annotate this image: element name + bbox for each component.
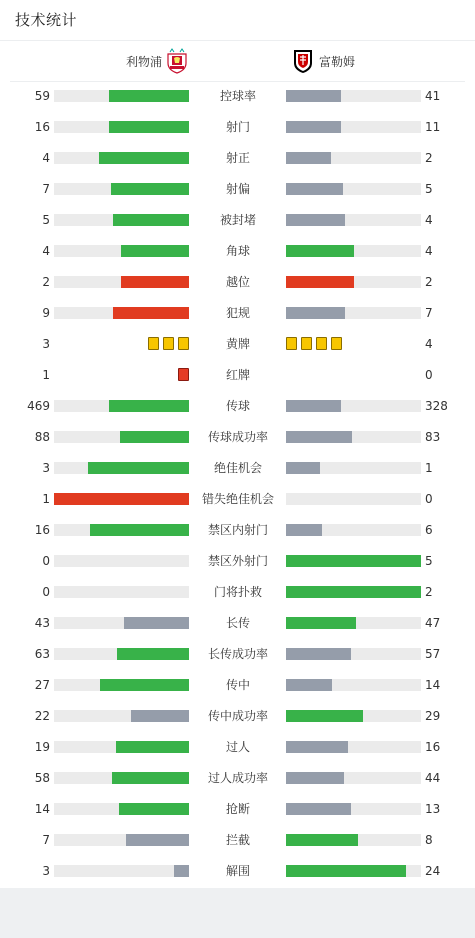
away-stat-value: 44	[425, 771, 441, 785]
home-stat-value: 19	[34, 740, 50, 754]
home-stat-value: 3	[42, 337, 50, 351]
stat-row	[0, 644, 475, 664]
stat-label: 射门	[225, 120, 250, 134]
stat-label: 射正	[225, 151, 250, 165]
home-stat-value: 469	[27, 399, 50, 413]
away-stat-bar-fill	[286, 586, 421, 598]
away-stat-bar	[286, 772, 421, 784]
home-stat-bar	[54, 400, 189, 412]
yellow-card-icon	[331, 337, 342, 350]
away-stat-value: 0	[425, 492, 433, 506]
stat-label: 门将扑救	[213, 585, 262, 599]
stat-row	[0, 830, 475, 850]
away-stat-bar-fill	[286, 307, 345, 319]
away-stat-bar-fill	[286, 865, 406, 877]
home-stat-bar	[54, 648, 189, 660]
away-stat-bar	[286, 90, 421, 102]
home-stat-value: 0	[42, 554, 50, 568]
away-stat-bar-fill	[286, 431, 352, 443]
away-stat-bar-fill	[286, 555, 421, 567]
stat-row	[0, 613, 475, 633]
stat-label: 拦截	[225, 833, 250, 847]
stat-row	[0, 334, 475, 354]
home-stat-bar	[54, 772, 189, 784]
home-stat-value: 16	[34, 523, 50, 537]
away-stat-value: 1	[425, 461, 433, 475]
stat-label: 过人	[225, 740, 250, 754]
stat-row	[0, 861, 475, 881]
home-stat-value: 7	[42, 833, 50, 847]
stat-row	[0, 148, 475, 168]
home-stat-bar-fill	[117, 648, 189, 660]
fulham-crest-icon	[293, 48, 313, 74]
home-stat-bar	[54, 276, 189, 288]
away-stat-value: 47	[425, 616, 441, 630]
home-stat-bar	[54, 679, 189, 691]
away-stat-bar	[286, 307, 421, 319]
away-stat-bar-fill	[286, 617, 356, 629]
away-stat-value: 83	[425, 430, 441, 444]
home-stat-bar	[54, 834, 189, 846]
away-stat-value: 7	[425, 306, 433, 320]
home-stat-value: 5	[42, 213, 50, 227]
home-stat-bar	[54, 803, 189, 815]
stat-row	[0, 551, 475, 571]
away-stat-bar	[286, 462, 421, 474]
away-stat-bar-fill	[286, 772, 344, 784]
home-stat-bar	[54, 183, 189, 195]
away-stat-bar	[286, 555, 421, 567]
stat-label: 传中成功率	[207, 709, 268, 723]
stat-row	[0, 799, 475, 819]
stat-row	[0, 489, 475, 509]
home-stat-bar	[54, 431, 189, 443]
stat-label: 传球成功率	[207, 430, 268, 444]
home-stat-bar	[54, 214, 189, 226]
stat-label: 禁区内射门	[207, 523, 268, 537]
home-stat-bar-fill	[88, 462, 189, 474]
home-stat-value: 88	[34, 430, 50, 444]
home-stat-value: 3	[42, 864, 50, 878]
stat-label: 长传成功率	[207, 647, 268, 661]
home-stat-bar-fill	[116, 741, 189, 753]
home-stat-value: 0	[42, 585, 50, 599]
stat-row	[0, 210, 475, 230]
stat-row	[0, 365, 475, 385]
home-stat-bar-fill	[124, 617, 189, 629]
page-title: 技术统计	[15, 11, 78, 29]
home-stat-bar	[54, 555, 189, 567]
stat-row	[0, 520, 475, 540]
stat-label: 射偏	[225, 182, 250, 196]
yellow-card-icon	[178, 337, 189, 350]
away-stat-value: 2	[425, 585, 433, 599]
yellow-card-icon	[148, 337, 159, 350]
liverpool-crest-icon	[166, 48, 188, 74]
away-stat-bar	[286, 834, 421, 846]
stat-row	[0, 117, 475, 137]
home-stat-bar-fill	[90, 524, 189, 536]
away-stat-bar	[286, 214, 421, 226]
yellow-card-icon	[286, 337, 297, 350]
stat-row	[0, 675, 475, 695]
away-stat-bar-fill	[286, 214, 345, 226]
home-stat-value: 4	[42, 244, 50, 258]
away-stat-bar	[286, 152, 421, 164]
away-team-name: 富勒姆	[319, 55, 356, 69]
away-stat-value: 328	[425, 399, 448, 413]
home-stat-bar	[54, 152, 189, 164]
home-stat-value: 43	[34, 616, 50, 630]
away-stat-value: 5	[425, 182, 433, 196]
stat-row	[0, 737, 475, 757]
stat-label: 黄牌	[225, 337, 250, 351]
away-stat-bar-fill	[286, 183, 343, 195]
yellow-card-icon	[301, 337, 312, 350]
home-stat-value: 27	[34, 678, 50, 692]
home-stat-bar	[54, 586, 189, 598]
home-stat-value: 1	[42, 368, 50, 382]
away-stat-bar	[286, 617, 421, 629]
away-stat-value: 41	[425, 89, 441, 103]
away-stat-bar	[286, 648, 421, 660]
home-stat-bar-fill	[109, 400, 189, 412]
home-stat-value: 63	[34, 647, 50, 661]
away-stat-bar	[286, 710, 421, 722]
stat-label: 控球率	[219, 89, 256, 103]
stat-row	[0, 303, 475, 323]
home-stat-bar-fill	[54, 493, 189, 505]
home-stat-value: 4	[42, 151, 50, 165]
stat-row	[0, 86, 475, 106]
away-stat-bar	[286, 865, 421, 877]
stat-label: 角球	[225, 244, 250, 258]
home-stat-bar-fill	[113, 307, 189, 319]
away-stat-bar	[286, 431, 421, 443]
away-stat-bar	[286, 245, 421, 257]
away-stat-bar-fill	[286, 710, 363, 722]
away-stat-value: 57	[425, 647, 441, 661]
home-stat-value: 2	[42, 275, 50, 289]
home-stat-bar	[54, 710, 189, 722]
away-stat-bar	[286, 803, 421, 815]
away-stat-bar-fill	[286, 152, 331, 164]
home-stat-value: 58	[34, 771, 50, 785]
home-stat-bar-fill	[113, 214, 189, 226]
away-stat-bar	[286, 121, 421, 133]
home-stat-bar	[54, 462, 189, 474]
away-stat-value: 8	[425, 833, 433, 847]
away-stat-value: 6	[425, 523, 433, 537]
home-stat-value: 1	[42, 492, 50, 506]
stat-label: 过人成功率	[207, 771, 268, 785]
home-stat-bar-fill	[174, 865, 189, 877]
home-stat-value: 59	[34, 89, 50, 103]
yellow-card-icon	[316, 337, 327, 350]
home-stat-value: 22	[34, 709, 50, 723]
home-stat-bar-fill	[126, 834, 189, 846]
away-stat-bar	[286, 586, 421, 598]
home-stat-bar	[54, 493, 189, 505]
away-stat-bar-fill	[286, 276, 354, 288]
stat-row	[0, 768, 475, 788]
divider	[0, 40, 475, 41]
away-stat-value: 2	[425, 151, 433, 165]
away-stat-value: 5	[425, 554, 433, 568]
home-stat-value: 14	[34, 802, 50, 816]
home-team-name: 利物浦	[126, 55, 163, 69]
stat-label: 传球	[225, 399, 250, 413]
stat-label: 长传	[225, 616, 250, 630]
home-stat-value: 3	[42, 461, 50, 475]
home-stat-value: 9	[42, 306, 50, 320]
stat-row	[0, 179, 475, 199]
away-stat-bar	[286, 679, 421, 691]
away-stat-value: 2	[425, 275, 433, 289]
stat-row	[0, 427, 475, 447]
away-stat-bar-fill	[286, 462, 320, 474]
home-stat-bar	[54, 741, 189, 753]
stat-row	[0, 272, 475, 292]
home-stat-bar-fill	[131, 710, 189, 722]
home-stat-bar-fill	[100, 679, 189, 691]
away-stat-bar	[286, 400, 421, 412]
away-stat-bar-fill	[286, 834, 358, 846]
stat-row	[0, 458, 475, 478]
away-stat-bar-fill	[286, 648, 351, 660]
stat-label: 被封堵	[219, 213, 256, 227]
away-stat-bar-fill	[286, 90, 341, 102]
yellow-card-icon	[163, 337, 174, 350]
away-stat-bar	[286, 276, 421, 288]
away-stat-value: 24	[425, 864, 441, 878]
away-stat-value: 13	[425, 802, 441, 816]
away-cards	[286, 337, 342, 351]
home-stat-bar	[54, 617, 189, 629]
away-stat-bar-fill	[286, 121, 341, 133]
stat-label: 犯规	[225, 306, 250, 320]
stat-label: 抢断	[225, 802, 250, 816]
stat-label: 红牌	[225, 368, 250, 382]
home-stat-bar-fill	[120, 431, 189, 443]
away-stat-value: 14	[425, 678, 441, 692]
home-cards	[148, 337, 189, 351]
stat-label: 禁区外射门	[207, 554, 268, 568]
home-stat-bar	[54, 307, 189, 319]
away-stat-bar-fill	[286, 400, 341, 412]
away-stat-bar	[286, 183, 421, 195]
home-stat-bar-fill	[99, 152, 189, 164]
stat-label: 传中	[225, 678, 250, 692]
away-stat-value: 11	[425, 120, 441, 134]
home-stat-bar-fill	[121, 276, 189, 288]
home-stat-bar-fill	[111, 183, 189, 195]
away-stat-bar-fill	[286, 679, 332, 691]
away-stat-bar-fill	[286, 245, 354, 257]
away-stat-bar	[286, 524, 421, 536]
home-stat-bar	[54, 524, 189, 536]
divider	[10, 81, 465, 82]
away-stat-value: 16	[425, 740, 441, 754]
stat-row	[0, 396, 475, 416]
home-stat-bar-fill	[109, 121, 189, 133]
stat-row	[0, 706, 475, 726]
stat-row	[0, 241, 475, 261]
home-cards	[178, 368, 189, 382]
away-stat-value: 0	[425, 368, 433, 382]
home-stat-value: 7	[42, 182, 50, 196]
home-stat-bar-fill	[119, 803, 189, 815]
home-stat-value: 16	[34, 120, 50, 134]
stat-label: 越位	[225, 275, 250, 289]
away-stat-bar	[286, 741, 421, 753]
away-stat-value: 4	[425, 244, 433, 258]
away-stat-bar	[286, 493, 421, 505]
away-stat-value: 4	[425, 337, 433, 351]
stat-row	[0, 582, 475, 602]
home-stat-bar-fill	[121, 245, 189, 257]
home-stat-bar	[54, 865, 189, 877]
stat-label: 错失绝佳机会	[201, 492, 274, 506]
away-stat-value: 4	[425, 213, 433, 227]
away-stat-bar-fill	[286, 741, 348, 753]
home-stat-bar	[54, 90, 189, 102]
home-stat-bar-fill	[112, 772, 189, 784]
home-stat-bar	[54, 245, 189, 257]
red-card-icon	[178, 368, 189, 381]
stat-label: 解围	[225, 864, 250, 878]
away-stat-bar-fill	[286, 524, 322, 536]
home-stat-bar	[54, 121, 189, 133]
stat-label: 绝佳机会	[213, 461, 262, 475]
away-stat-bar-fill	[286, 803, 351, 815]
away-stat-value: 29	[425, 709, 441, 723]
home-stat-bar-fill	[109, 90, 189, 102]
